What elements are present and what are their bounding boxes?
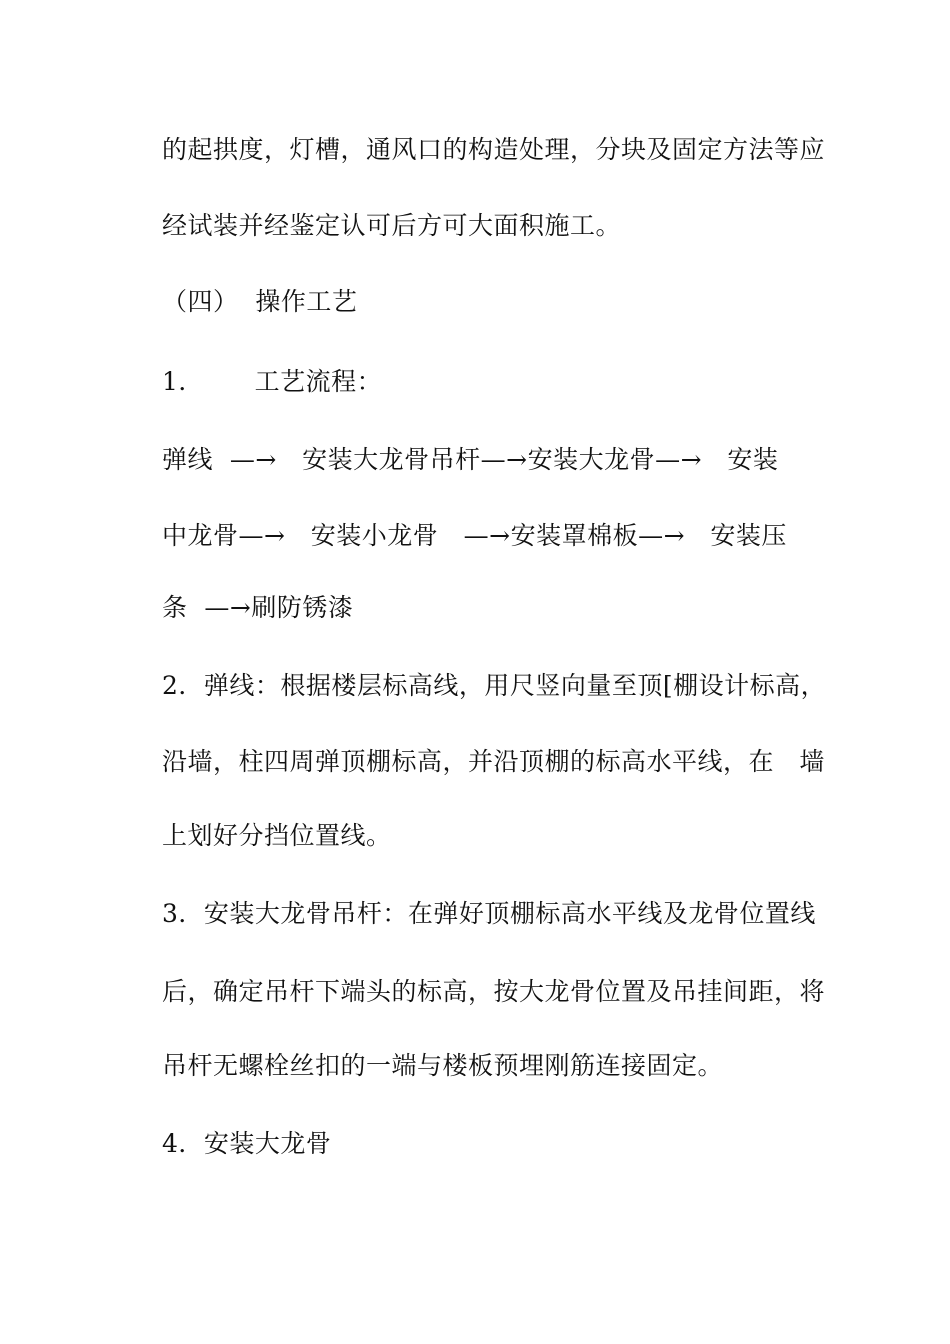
section-heading: （四） 操作工艺 bbox=[162, 287, 358, 316]
paragraph-line: 后，确定吊杆下端头的标高，按大龙骨位置及吊挂间距，将 bbox=[162, 977, 826, 1006]
paragraph-line: 吊杆无螺栓丝扣的一端与楼板预埋刚筋连接固定。 bbox=[162, 1051, 724, 1080]
paragraph-line: 2．弹线：根据楼层标高线，用尺竖向量至顶[棚设计标高， bbox=[162, 671, 827, 700]
paragraph-line: 的起拱度，灯槽，通风口的构造处理，分块及固定方法等应 bbox=[162, 135, 826, 164]
step-heading: 1． 工艺流程： bbox=[162, 367, 383, 396]
paragraph-line: 3．安装大龙骨吊杆：在弹好顶棚标高水平线及龙骨位置线 bbox=[162, 899, 816, 928]
process-flow-line: 弹线 —→ 安装大龙骨吊杆—→安装大龙骨—→ 安装 bbox=[162, 445, 779, 474]
paragraph-line: 经试装并经鉴定认可后方可大面积施工。 bbox=[162, 211, 622, 240]
process-flow-line: 条 —→刷防锈漆 bbox=[162, 593, 354, 622]
process-flow-line: 中龙骨—→ 安装小龙骨 —→安装罩棉板—→ 安装压 bbox=[162, 521, 787, 550]
step-heading: 4．安装大龙骨 bbox=[162, 1129, 332, 1158]
paragraph-line: 沿墙，柱四周弹顶棚标高，并沿顶棚的标高水平线，在 墙 bbox=[162, 747, 825, 776]
paragraph-line: 上划好分挡位置线。 bbox=[162, 821, 392, 850]
